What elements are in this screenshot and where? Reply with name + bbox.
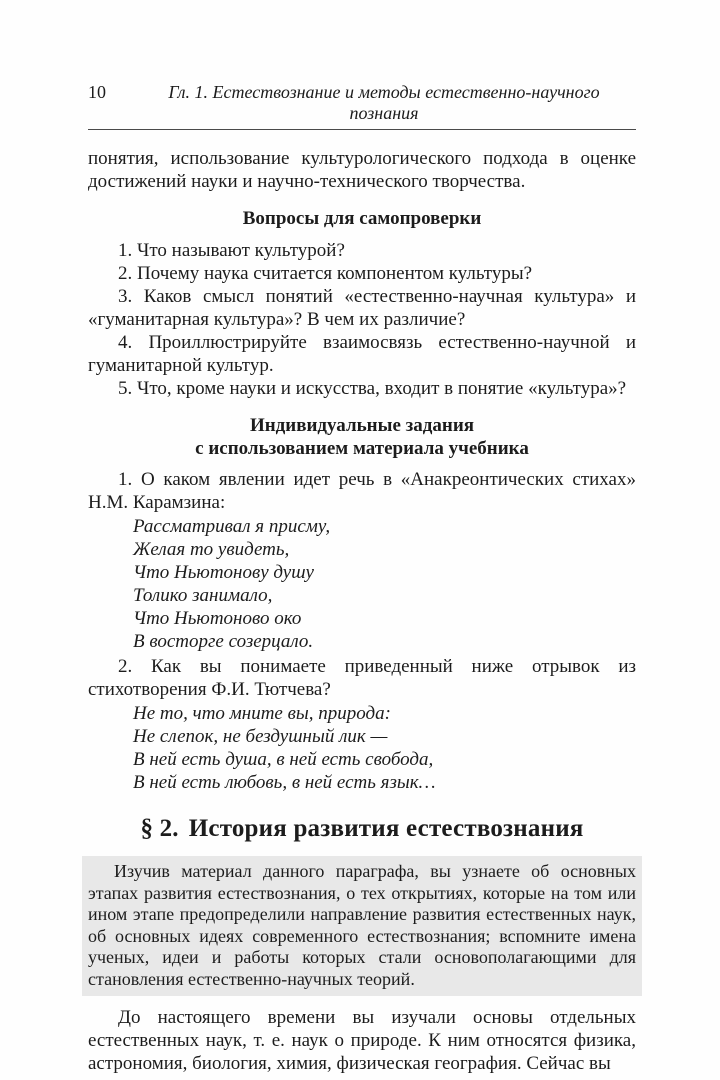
page-content [88,82,636,1075]
question-item: 5. Что, кроме науки и искусства, входит в понятие «культура»? [118,378,627,399]
poem-line: Что Ньютоново око [133,608,302,629]
question-item: 1. Что называют культурой? [118,240,345,261]
poem-line: В восторге созерцало. [133,631,314,652]
section-abstract-text: Изучив материал данного параграфа, вы узнаете об основных этапах развития естествознания, о тех открытиях, которые на том или ином этапе предопределили направление развития естественных наук, об основных идеях современного естествознания; вспомните имена ученых, идеи и работы которых стали основополагающими для становления естественно-научных теорий. [88,861,636,989]
intro-paragraph: понятия, использование культурологического подхода в оценке достижений науки и научно-технического творчества. [88,148,636,192]
poem-karamzin [133,515,636,653]
poem-line: Не слепок, не бездушный лик — [133,726,388,747]
question-item: 2. Почему наука считается компонентом культуры? [118,263,533,284]
poem-line: В ней есть любовь, в ней есть язык… [133,772,436,793]
running-header [88,82,636,130]
section-2-heading [88,814,636,843]
section-2-title: История развития естествознания [188,815,584,842]
individual-tasks-heading [88,414,636,460]
poem-line: Толико занимало, [133,585,273,606]
task1-intro: 1. О каком явлении идет речь в «Анакреонтических стихах» Н.М. Карамзина: [88,469,636,513]
poem-line: Что Ньютонову душу [133,562,314,583]
section-body-paragraph: До настоящего времени вы изучали основы отдельных естественных наук, т. е. наук о природе. К ним относятся физика, астрономия, биология, химия, физическая география. Сейчас вы [88,1007,636,1074]
section-2-marker: § 2. [140,815,179,842]
poem-line: Не то, что мните вы, природа: [133,703,391,724]
individual-tasks-heading-line2: с использованием материала учебника [195,438,529,459]
question-item: 3. Каков смысл понятий «естественно-научная культура» и «гуманитарная культура»? В чем их различие? [88,286,636,330]
self-check-heading: Вопросы для самопроверки [242,208,482,229]
individual-tasks-heading-line1: Индивидуальные задания [249,415,475,436]
poem-line: Рассматривал я присму, [133,516,331,537]
poem-tyutchev [133,702,636,794]
poem-line: Желая то увидеть, [133,539,290,560]
section-abstract-box [82,856,642,996]
running-title: Гл. 1. Естествознание и методы естественно-научного познания [168,82,600,123]
question-item: 4. Проиллюстрируйте взаимосвязь естественно-научной и гуманитарной культур. [88,332,636,376]
page-number: 10 [88,82,106,102]
self-check-question-list [88,239,636,400]
poem-line: В ней есть душа, в ней есть свобода, [133,749,434,770]
task2-intro: 2. Как вы понимаете приведенный ниже отрывок из стихотворения Ф.И. Тютчева? [88,656,636,700]
